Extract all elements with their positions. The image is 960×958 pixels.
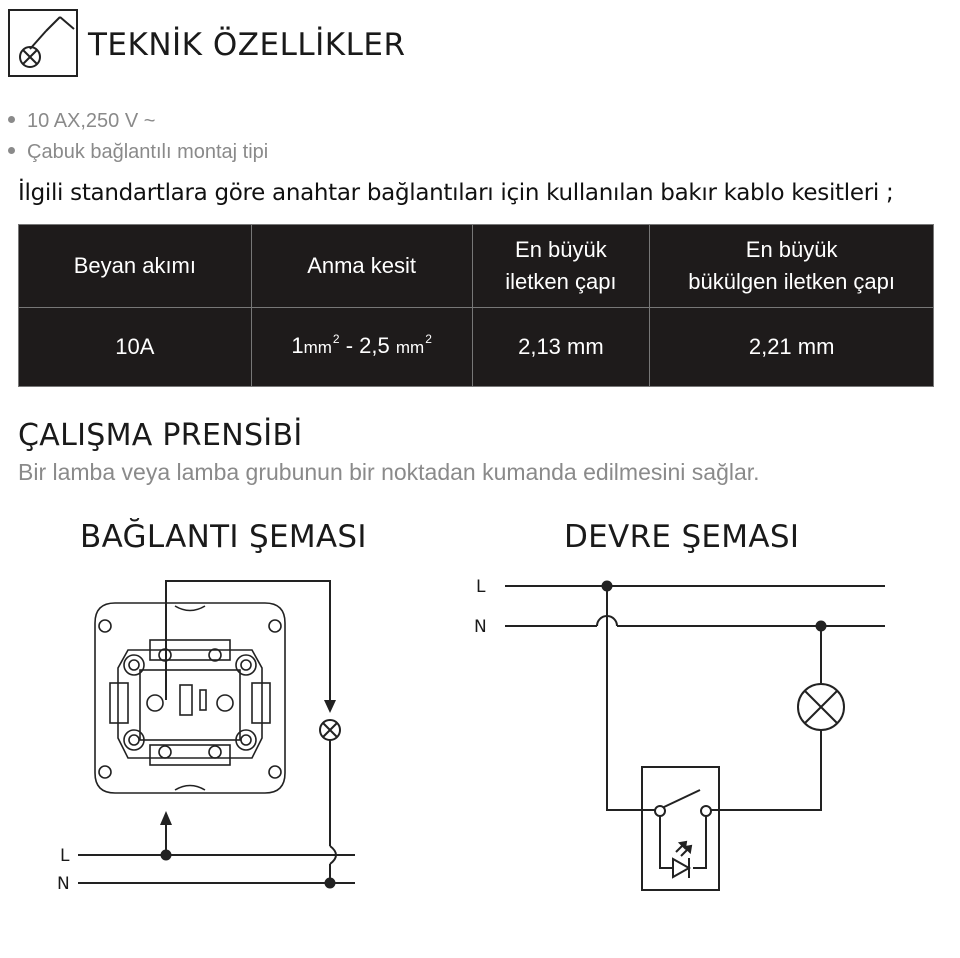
- circuit-diagram-title: DEVRE ŞEMASI: [564, 519, 800, 555]
- section-description: Bir lamba veya lamba grubunun bir noktadan kumanda edilmesini sağlar.: [18, 459, 760, 485]
- led-icon: [673, 842, 691, 878]
- led-wire: [660, 816, 673, 868]
- lamp-icon: [320, 720, 340, 740]
- lamp-icon: [798, 684, 844, 730]
- standards-text: İlgili standartlara göre anahtar bağlantıları için kullanılan bakır kablo kesitleri ;: [18, 180, 894, 206]
- header-max-conductor: En büyük iletken çapı: [472, 225, 650, 308]
- header-max-flexible: En büyük bükülgen iletken çapı: [650, 225, 934, 308]
- list-item: Çabuk bağlantılı montaj tipi: [8, 137, 268, 168]
- junction-dot: [162, 851, 171, 860]
- cell-rated-current: 10A: [19, 308, 252, 387]
- header-cross-section: Anma kesit: [251, 225, 472, 308]
- label-l-right: L: [476, 577, 486, 597]
- cell-cross-section: $1mm^2 - 2,5$ $mm^2$: [251, 308, 472, 387]
- cell-max-flexible: 2,21 mm: [650, 308, 934, 387]
- header-rated-current: Beyan akımı: [19, 225, 252, 308]
- label-l-left: L: [60, 846, 70, 866]
- switch-lever: [664, 790, 700, 807]
- section-title: ÇALIŞMA PRENSİBİ: [18, 418, 303, 453]
- arrow-up-icon: [160, 811, 172, 825]
- label-n-right: N: [474, 617, 487, 637]
- switch-contact: [701, 806, 711, 816]
- list-item: 10 AX,250 V ~: [8, 106, 268, 137]
- switch-box: [642, 767, 719, 890]
- cell-max-conductor: 2,13 mm: [472, 308, 650, 387]
- switch-mechanism-drawing: [95, 603, 285, 793]
- arrow-down-icon: [324, 700, 336, 713]
- page-title: TEKNİK ÖZELLİKLER: [88, 27, 406, 63]
- junction-dot: [326, 879, 335, 888]
- switch-contact: [655, 806, 665, 816]
- label-n-left: N: [57, 874, 70, 894]
- connection-diagram-title: BAĞLANTI ŞEMASI: [80, 519, 367, 555]
- lamp-to-switch-wire: [708, 730, 821, 810]
